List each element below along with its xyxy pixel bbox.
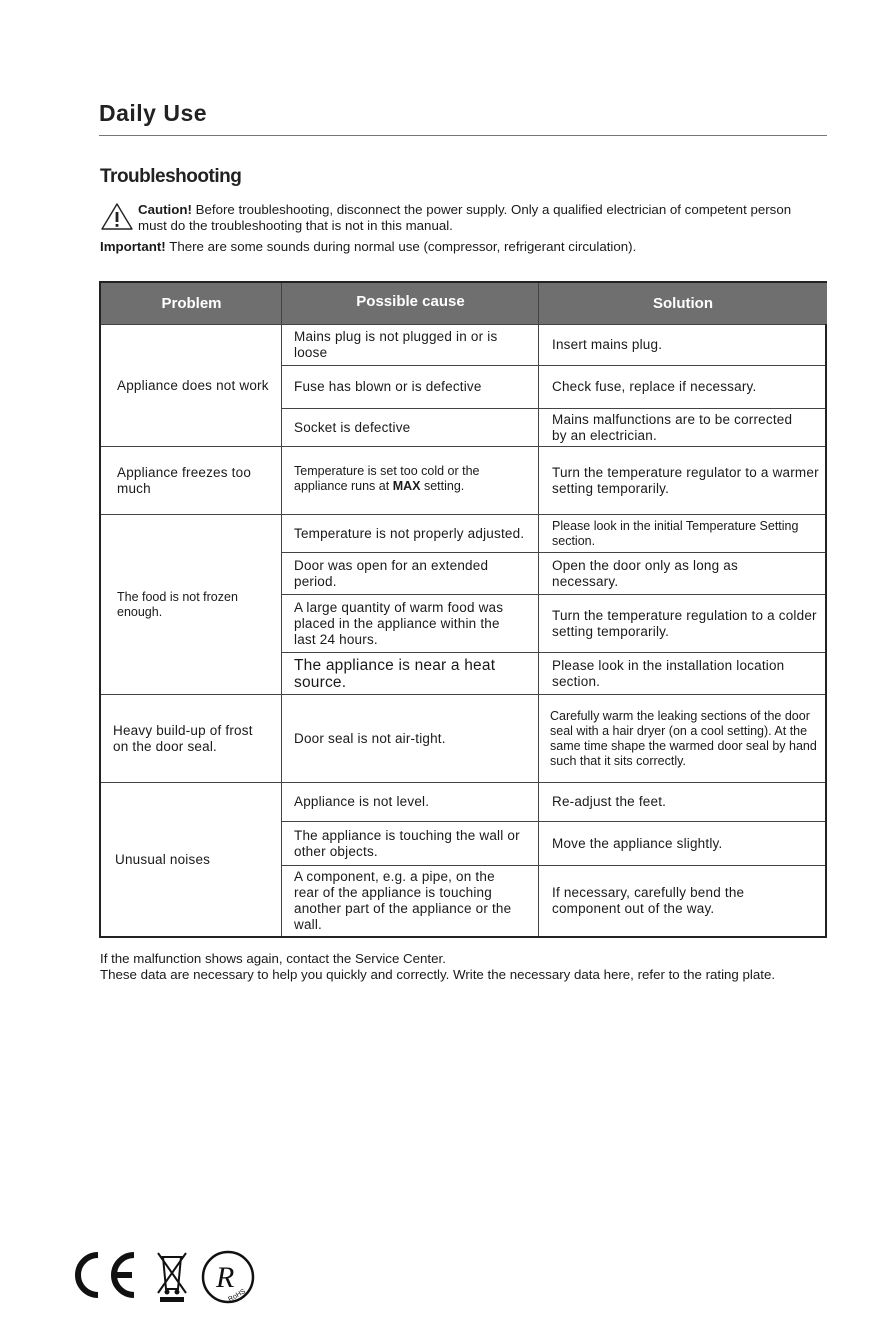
footer-service-note: If the malfunction shows again, contact the Service Center.: [100, 951, 446, 966]
cause-cell: The appliance is touching the wall or other objects.: [294, 827, 520, 859]
section-title: Daily Use: [99, 100, 208, 126]
solution-cell: Turn the temperature regulation to a colder setting temporarily.: [552, 607, 817, 639]
subsection-title: Troubleshooting: [100, 166, 242, 187]
cause-cell: Door was open for an extended period.: [294, 557, 489, 589]
title-rule: [99, 135, 827, 136]
cause-cell: Door seal is not air-tight.: [294, 730, 446, 746]
header-problem: Problem: [101, 283, 282, 324]
troubleshooting-table: [99, 281, 827, 938]
solution-cell: Move the appliance slightly.: [552, 835, 723, 851]
solution-cell: Re-adjust the feet.: [552, 794, 667, 809]
problem-cell: Unusual noises: [115, 851, 211, 867]
cause-cell: A component, e.g. a pipe, on the rear of the appliance is touching another part of the appliance or the wall.: [294, 869, 512, 932]
cause-cell: Appliance is not level.: [294, 794, 430, 809]
certification-marks: [70, 1247, 260, 1307]
caution-label: Caution!: [138, 202, 192, 217]
important-label: Important!: [100, 239, 166, 254]
solution-cell: Check fuse, replace if necessary.: [552, 379, 757, 394]
problem-cell: The food is not frozen enough.: [117, 589, 238, 619]
weee-bin-icon: [158, 1253, 186, 1302]
solution-cell: Carefully warm the leaking sections of the door seal with a hair dryer (on a cool setting). At the same time shape the warmed door seal by hand such that it sits correctly.: [550, 708, 817, 768]
rohs-mark-icon: [203, 1252, 253, 1303]
problem-cell: Heavy build-up of frost on the door seal.: [113, 722, 253, 754]
header-solution: Solution: [539, 283, 827, 324]
cause-cell: Temperature is not properly adjusted.: [294, 525, 525, 541]
important-body: There are some sounds during normal use (compressor, refrigerant circulation).: [165, 239, 637, 254]
cause-cell: A large quantity of warm food was placed in the appliance within the last 24 hours.: [294, 599, 504, 647]
problem-cell: Appliance freezes too much: [117, 464, 252, 496]
cause-cell: The appliance is near a heat source.: [294, 656, 496, 691]
cause-cell: Temperature is set too cold or the appliance runs at MAX setting.: [294, 463, 480, 493]
solution-cell: Please look in the initial Temperature Setting section.: [552, 518, 799, 548]
cause-cell: Fuse has blown or is defective: [294, 379, 482, 394]
solution-cell: Please look in the installation location section.: [552, 657, 785, 689]
solution-cell: Turn the temperature regulator to a warmer setting temporarily.: [552, 464, 819, 496]
cause-cell: Socket is defective: [294, 419, 411, 435]
cause-cell: Mains plug is not plugged in or is loose: [294, 329, 498, 360]
solution-cell: Insert mains plug.: [552, 337, 663, 352]
caution-notice: [138, 202, 798, 234]
solution-cell: Mains malfunctions are to be corrected by an electrician.: [552, 411, 793, 443]
header-possible-cause: Possible cause: [282, 283, 539, 324]
problem-cell: Appliance does not work: [117, 377, 269, 393]
warning-triangle-icon: [100, 201, 134, 233]
svg-text:RoHS: RoHS: [227, 1288, 247, 1304]
footer-rating-note: These data are necessary to help you quickly and correctly. Write the necessary data here, refer to the rating plate.: [100, 967, 776, 982]
caution-body: Before troubleshooting, disconnect the power supply. Only a qualified electrician of competent person must do the troubleshooting that is not in this manual.: [138, 202, 792, 233]
important-notice: [100, 239, 830, 255]
solution-cell: Open the door only as long as necessary.: [552, 557, 738, 589]
svg-text:R: R: [216, 1261, 235, 1294]
solution-cell: If necessary, carefully bend the component out of the way.: [552, 885, 745, 916]
ce-mark-icon: [78, 1255, 134, 1295]
